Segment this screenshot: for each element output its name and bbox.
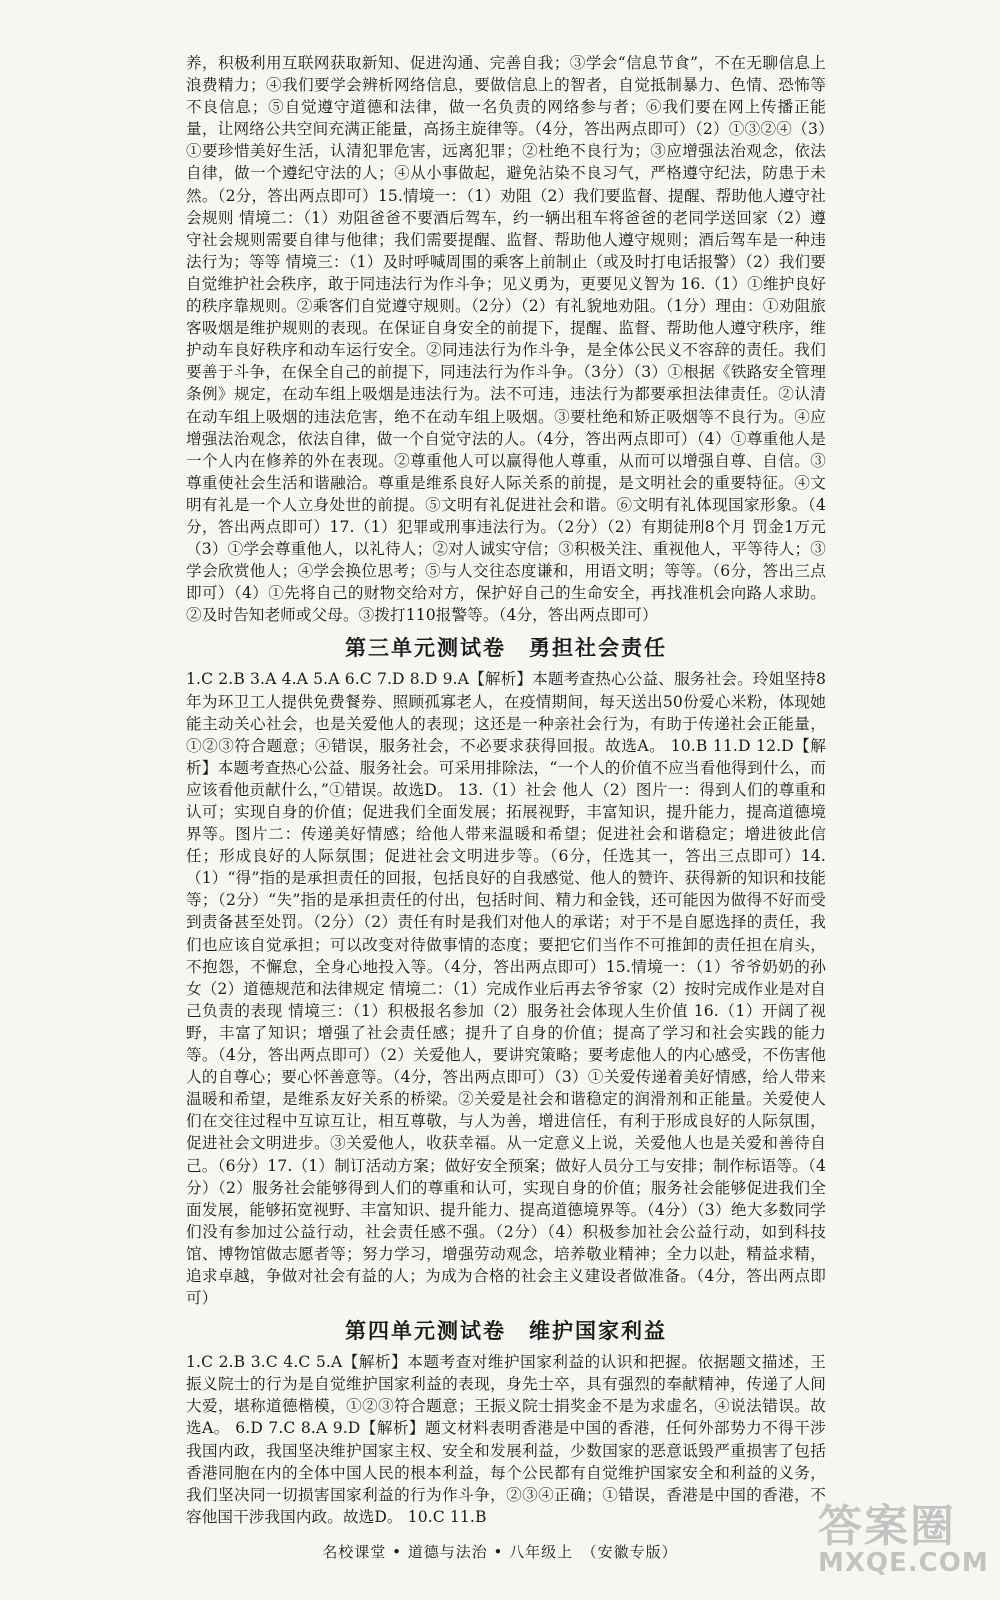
answer-paragraph: 1.C 2.B 3.C 4.C 5.A【解析】本题考查对维护国家利益的认识和把握。依据题文描述，王振义院士的行为是自觉维护国家利益的表现，身先士卒，具有强烈的奉献精神，传递了人间大爱，堪称道德楷模，①②③符合题意；王振义院士捐奖金不是为求虚名，④说法错误。故选A。 6.D 7.C 8.A 9.D【解析】题文材料表明香港是中国的香港，任何外部势力不得干涉我国内政，我国坚决维护国家主权、安全和发展利益，少数国家的恶意诋毁严重损害了包括香港同胞在内的全体中国人民的根本利益，每个公民都有自觉维护国家安全和利益的义务，我们坚决同一切损害国家利益的行为作斗争，②③④正确；①错误，香港是中国的香港，不容他国干涉我国内政。故选D。 10.C 11.B — [186, 1353, 826, 1526]
answer-paragraph: 1.C 2.B 3.A 4.A 5.A 6.C 7.D 8.D 9.A【解析】本题考查热心公益、服务社会。玲姐坚持8年为环卫工人提供免费餐券、照顾孤寡老人，在疫情期间，每天送出50份爱心米粉，体现她能主动关心社会，也是关爱他人的表现；这还是一种亲社会行为，有助于传递社会正能量，①②③符合题意；④错误，服务社会，不必要求获得回报。故选A。 10.B 11.D 12.D【解析】本题考查热心公益、服务社会。可采用排除法，“一个人的价值不应当看他得到什么，而应该看他贡献什么，”①错误。故选D。 13.（1）社会 他人（2）图片一：得到人们的尊重和认可；实现自身的价值；促进我们全面发展；拓展视野，丰富知识，提升能力，提高道德境界等。图片二：传递美好情感；给他人带来温暖和希望；促进社会和谐稳定；增进彼此信任；形成良好的人际氛围；促进社会文明进步等。（6分，任选其一，答出三点即可）14.（1）“得”指的是承担责任的回报，包括良好的自我感觉、他人的赞许、获得新的知识和技能等；（2分）“失”指的是承担责任的付出，包括时间、精力和金钱，还可能因为做得不好而受到责备甚至处罚。（2分）（2）责任有时是我们对他人的承诺；对于不是自愿选择的责任，我们也应该自觉承担；可以改变对待做事情的态度；要把它们当作不可推卸的责任担在肩头，不抱怨，不懈怠，全身心地投入等。（4分，答出两点即可）15.情境一：（1）爷爷奶奶的孙女（2）道德规范和法律规定 情境二：（1）完成作业后再去爷爷家（2）按时完成作业是对自己负责的表现 情境三：（1）积极报名参加（2）服务社会体现人生价值 16.（1）开阔了视野，丰富了知识；增强了社会责任感；提升了自身的价值；提高了学习和社会实践的能力等。（4分，答出两点即可）（2）关爱他人，要讲究策略；要考虑他人的内心感受，不伤害他人的自尊心；要心怀善意等。（4分，答出两点即可）（3）①关爱传递着美好情感，给人带来温暖和希望，是维系友好关系的桥梁。②关爱是社会和谐稳定的润滑剂和正能量。关爱使人们在交往过程中互谅互让，相互尊敬，与人为善，增进信任，有利于形成良好的人际氛围，促进社会文明进步。③关爱他人，收获幸福。从一定意义上说，关爱他人也是关爱和善待自己。（6分）17.（1）制订活动方案；做好安全预案；做好人员分工与安排；制作标语等。（4分）（2）服务社会能够得到人们的尊重和认可，实现自身的价值；服务社会能够促进我们全面发展，能够拓宽视野、丰富知识、提升能力、提高道德境界等。（4分）（3）绝大多数同学们没有参加过公益行动，社会责任感不强。（2分）（4）积极参加社会公益行动，如到科技馆、博物馆做志愿者等；努力学习，增强劳动观念，培养敬业精神；全力以赴，精益求精，追求卓越，争做对社会有益的人；为成为合格的社会主义建设者做准备。（4分，答出两点即可） — [186, 670, 826, 1308]
unit-4-answers — [186, 1351, 826, 1528]
answer-paragraph: 养，积极利用互联网获取新知、促进沟通、完善自我；③学会“信息节食”，不在无聊信息上浪费精力；④我们要学会辨析网络信息，要做信息上的智者，自觉抵制暴力、色情、恐怖等不良信息；⑤自觉遵守道德和法律，做一名负责的网络参与者；⑥我们要在网上传播正能量，让网络公共空间充满正能量，高扬主旋律等。（4分，答出两点即可）（2）①③②④（3）①要珍惜美好生活，认清犯罪危害，远离犯罪；②杜绝不良行为；③应增强法治观念，依法自律，做一个遵纪守法的人；④从小事做起，避免沾染不良习气，严格遵守纪法，防患于未然。（2分，答出两点即可）15.情境一：（1）劝阻（2）我们要监督、提醒、帮助他人遵守社会规则 情境二：（1）劝阻爸爸不要酒后驾车，约一辆出租车将爸爸的老同学送回家（2）遵守社会规则需要自律与他律；我们需要提醒、监督、帮助他人遵守规则；酒后驾车是一种违法行为；等等 情境三：（1）及时呼喊周围的乘客上前制止（或及时打电话报警）（2）我们要自觉维护社会秩序，敢于同违法行为作斗争；见义勇为，更要见义智为 16.（1）①维护良好的秩序靠规则。②乘客们自觉遵守规则。（2分）（2）有礼貌地劝阻。（1分）理由：①劝阻旅客吸烟是维护规则的表现。在保证自身安全的前提下，提醒、监督、帮助他人遵守秩序，维护动车良好秩序和动车运行安全。②同违法行为作斗争，是全体公民义不容辞的责任。我们要善于斗争，在保全自己的前提下，同违法行为作斗争。（3分）（3）①根据《铁路安全管理条例》规定，在动车组上吸烟是违法行为。法不可违，违法行为都要承担法律责任。②认清在动车组上吸烟的违法危害，绝不在动车组上吸烟。③要杜绝和矫正吸烟等不良行为。④应增强法治观念，依法自律，做一个自觉守法的人。（4分，答出两点即可）（4）①尊重他人是一个人内在修养的外在表现。②尊重他人可以赢得他人尊重，从而可以增强自尊、自信。③尊重使社会生活和谐融洽。尊重是维系良好人际关系的前提，是文明社会的重要特征。④文明有礼是一个人立身处世的前提。⑤文明有礼促进社会和谐。⑥文明有礼体现国家形象。（4分，答出两点即可）17.（1）犯罪或刑事违法行为。（2分）（2）有期徒刑8个月 罚金1万元（3）①学会尊重他人，以礼待人；②对人诚实守信；③积极关注、重视他人，平等待人；③学会欣赏他人；④学会换位思考；⑤与人交往态度谦和，用语文明；等等。（6分，答出三点即可）（4）①先将自己的财物交给对方，保护好自己的生命安全，再找准机会向路人求助。②及时告知老师或父母。③拨打110报警等。（4分，答出两点即可） — [186, 54, 826, 625]
page-footer: 名校课堂 • 道德与法治 • 八年级上 （安徽专版） — [322, 1543, 678, 1561]
watermark-text: 答案圈 — [818, 1501, 956, 1552]
watermark-url: MXQE.COM — [818, 1548, 989, 1578]
section-2-answers-continued — [186, 52, 826, 626]
watermark-logo — [818, 1490, 989, 1590]
unit-3-heading: 第三单元测试卷 勇担社会责任 — [345, 636, 667, 661]
answer-column — [186, 52, 826, 1528]
unit-4-heading: 第四单元测试卷 维护国家利益 — [345, 1319, 667, 1344]
unit-3-answers — [186, 668, 826, 1309]
